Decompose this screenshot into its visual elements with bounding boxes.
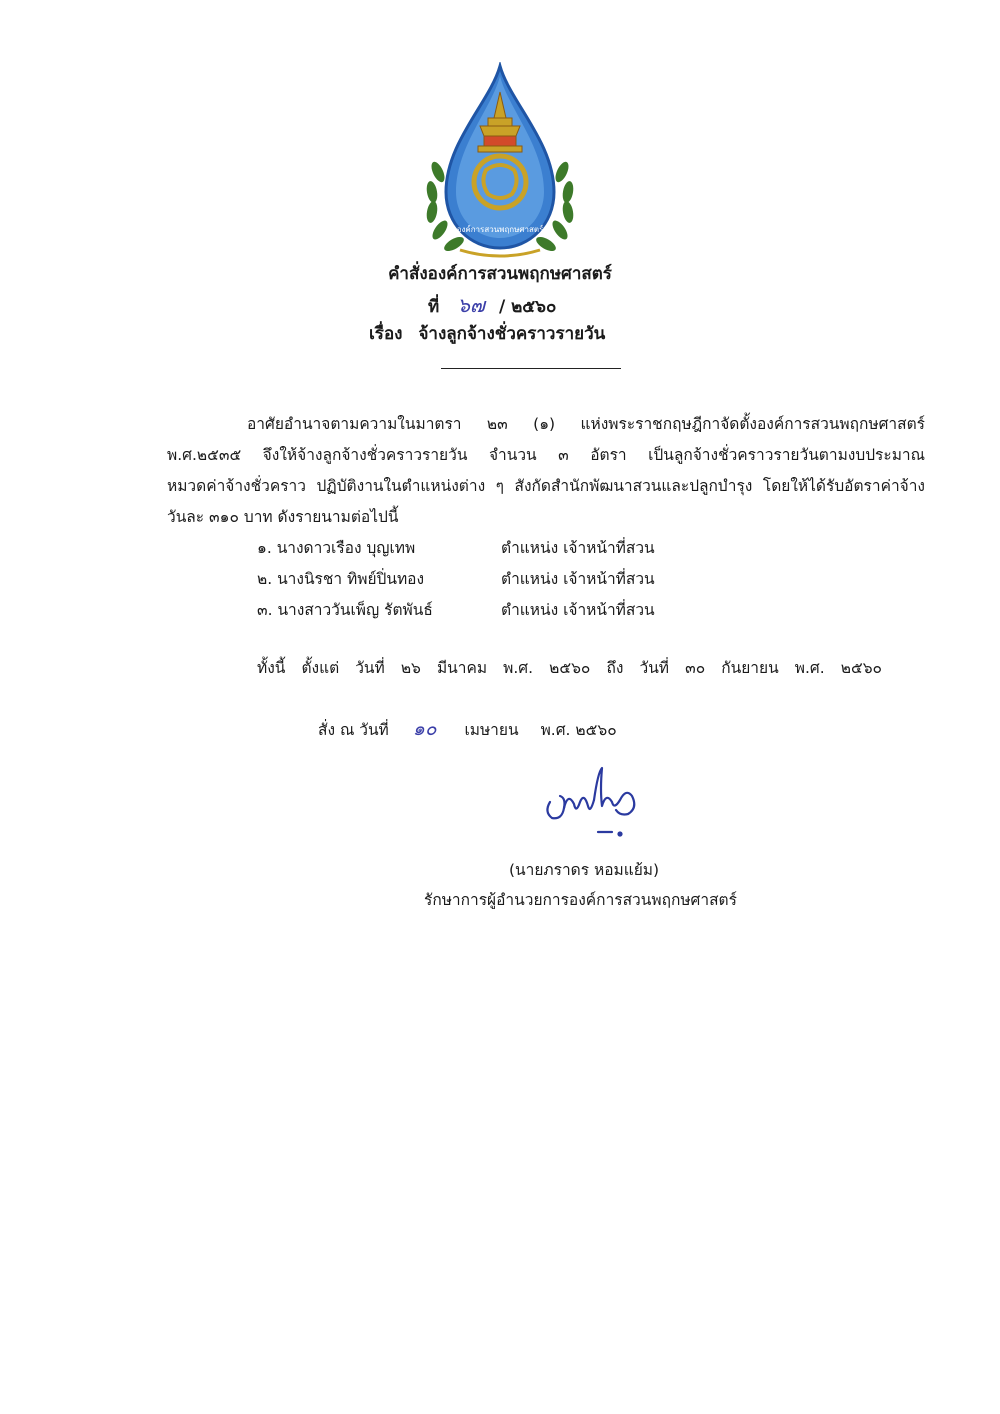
order-title: คำสั่งองค์การสวนพฤกษศาสตร์ bbox=[388, 264, 612, 284]
body-line-2: พ.ศ.๒๕๓๕ จึงให้จ้างลูกจ้างชั่วคราวรายวัน จำนวน ๓ อัตรา เป็นลูกจ้างชั่วคราวรายวันตามงบประมาณ bbox=[167, 446, 925, 464]
staff-list bbox=[257, 533, 757, 626]
order-date bbox=[318, 714, 617, 746]
order-number-handwritten: ๖๗ bbox=[457, 293, 485, 317]
subject-text: จ้างลูกจ้างชั่วคราวรายวัน bbox=[418, 324, 606, 344]
staff-row bbox=[257, 564, 757, 595]
staff-row bbox=[257, 595, 757, 626]
body-line-1: อาศัยอำนาจตามความในมาตรา ๒๓ (๑) แห่งพระราชกฤษฎีกาจัดตั้งองค์การสวนพฤกษศาสตร์ bbox=[247, 415, 925, 433]
subject-label: เรื่อง bbox=[369, 324, 403, 344]
order-date-day-handwritten: ๑๐ bbox=[412, 718, 437, 740]
body-line-3: หมวดค่าจ้างชั่วคราว ปฏิบัติงานในตำแหน่งต่าง ๆ สังกัดสำนักพัฒนาสวนและปลูกบำรุง โดยให้ได้รับอัตราค่าจ้าง bbox=[167, 477, 925, 495]
order-number-year: / ๒๕๖๐ bbox=[498, 297, 557, 317]
staff-position: ตำแหน่ง เจ้าหน้าที่สวน bbox=[501, 539, 655, 557]
seal-text: องค์การสวนพฤกษศาสตร์ bbox=[456, 225, 544, 234]
signer-title: รักษาการผู้อำนวยการองค์การสวนพฤกษศาสตร์ bbox=[424, 891, 737, 909]
order-number-label: ที่ bbox=[428, 297, 440, 317]
staff-name: ๑. นางดาวเรือง บุญเทพ bbox=[257, 539, 416, 557]
signer-name: (นายภราดร หอมแย้ม) bbox=[509, 861, 660, 879]
order-number bbox=[428, 289, 556, 321]
body-line-4: วันละ ๓๑๐ บาท ดังรายนามต่อไปนี้ bbox=[167, 508, 399, 526]
order-subject bbox=[369, 320, 605, 347]
order-body-paragraph bbox=[167, 409, 925, 533]
handwritten-signature-icon bbox=[540, 762, 650, 840]
staff-position: ตำแหน่ง เจ้าหน้าที่สวน bbox=[501, 601, 655, 619]
gardens-organization-seal-icon bbox=[420, 62, 580, 262]
staff-name: ๒. นางนิรชา ทิพย์ปิ่นทอง bbox=[257, 570, 425, 588]
order-date-month: เมษายน bbox=[464, 721, 519, 739]
header-divider bbox=[441, 368, 621, 369]
staff-row bbox=[257, 533, 757, 564]
order-date-prefix: สั่ง ณ วันที่ bbox=[318, 721, 389, 739]
employment-period: ทั้งนี้ ตั้งแต่ วันที่ ๒๖ มีนาคม พ.ศ. ๒๕๖๐ ถึง วันที่ ๓๐ กันยายน พ.ศ. ๒๕๖๐ bbox=[257, 659, 882, 677]
staff-name: ๓. นางสาววันเพ็ญ รัตพันธ์ bbox=[257, 601, 433, 619]
order-date-year: พ.ศ. ๒๕๖๐ bbox=[540, 721, 617, 739]
staff-position: ตำแหน่ง เจ้าหน้าที่สวน bbox=[501, 570, 655, 588]
